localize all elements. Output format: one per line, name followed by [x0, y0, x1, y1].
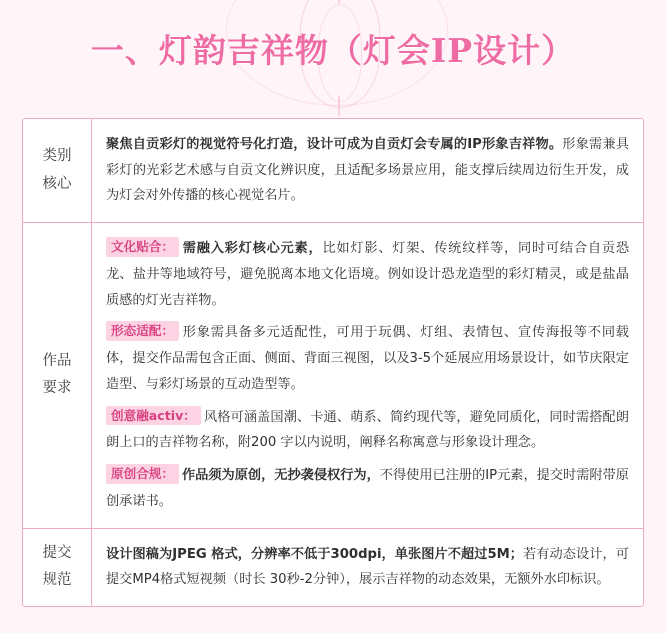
paragraph-text: 若有动态设计，可提交MP4格式短视频（时长 30秒-2分钟），展示吉祥物的动态效果，无额外水印标识。: [106, 546, 629, 588]
paragraph-tag: 原创合规：: [106, 464, 179, 484]
paragraph: [106, 236, 629, 313]
row-label-line1: 提交: [42, 544, 72, 561]
table-row: [23, 223, 643, 528]
requirements-table: [22, 118, 644, 607]
row-label-line1: 类别: [42, 148, 72, 165]
row-label-submission-spec: [23, 528, 92, 606]
paragraph-tag: 创意融activ：: [106, 406, 201, 426]
paragraph-bold-lead: 需融入彩灯核心元素，: [181, 241, 323, 257]
paragraph-text: 比如灯影、灯架、传统纹样等，同时可结合自贡恐龙、盐井等地域符号，避免脱离本地文化语境。例如设计恐龙造型的彩灯精灵，或是盐晶质感的灯光吉祥物。: [106, 241, 630, 308]
paragraph-text: 风格可涵盖国潮、卡通、萌系、简约现代等，避免同质化，同时需搭配朗朗上口的吉祥物名称，附200 字以内说明，阐释名称寓意与形象设计理念。: [106, 409, 629, 451]
row-label-work-requirements: [23, 223, 92, 528]
paragraph-bold-lead: 作品须为原创，无抄袭侵权行为，: [181, 468, 380, 484]
row-content-category-core: [92, 119, 644, 223]
paragraph: [106, 542, 629, 593]
row-label-category-core: [23, 119, 92, 223]
row-content-work-requirements: [92, 223, 644, 528]
paragraph: [106, 405, 629, 456]
paragraph: [106, 132, 629, 209]
paragraph-bold-lead: 聚焦自贡彩灯的视觉符号化打造，设计可成为自贡灯会专属的IP形象吉祥物。: [106, 137, 563, 152]
row-label-line2: 核心: [42, 175, 72, 192]
paragraph-text: 不得使用已注册的IP元素，提交时需附带原创承诺书。: [106, 468, 629, 509]
table-row: [23, 528, 643, 606]
row-content-submission-spec: [92, 528, 644, 606]
row-label-line2: 规范: [42, 572, 72, 589]
decorative-lantern-tassel: [338, 96, 340, 116]
row-label-line2: 要求: [42, 380, 72, 397]
page-title-area: [0, 0, 666, 96]
paragraph: [106, 463, 629, 514]
paragraph-text: 形象需具备多元适配性，可用于玩偶、灯组、表情包、宣传海报等不同载体，提交作品需包含正面、侧面、背面三视图，以及3-5个延展应用场景设计，如节庆限定造型、与彩灯场景的互动造型等。: [106, 325, 629, 392]
paragraph-tag: 形态适配：: [106, 321, 179, 341]
paragraph: [106, 320, 629, 397]
paragraph-tag: 文化贴合：: [106, 237, 179, 257]
paragraph-text: 形象需兼具彩灯的光彩艺术感与自贡文化辨识度，且适配多场景应用，能支撑后续周边衍生开发，成为灯会对外传播的核心视觉名片。: [106, 137, 630, 204]
row-label-line1: 作品: [42, 352, 72, 369]
page-title: 一、灯韵吉祥物（灯会IP设计）: [90, 30, 576, 70]
table-row: [23, 119, 643, 223]
paragraph-bold-lead: 设计图稿为JPEG 格式，分辨率不低于300dpi，单张图片不超过5M；: [106, 546, 523, 562]
